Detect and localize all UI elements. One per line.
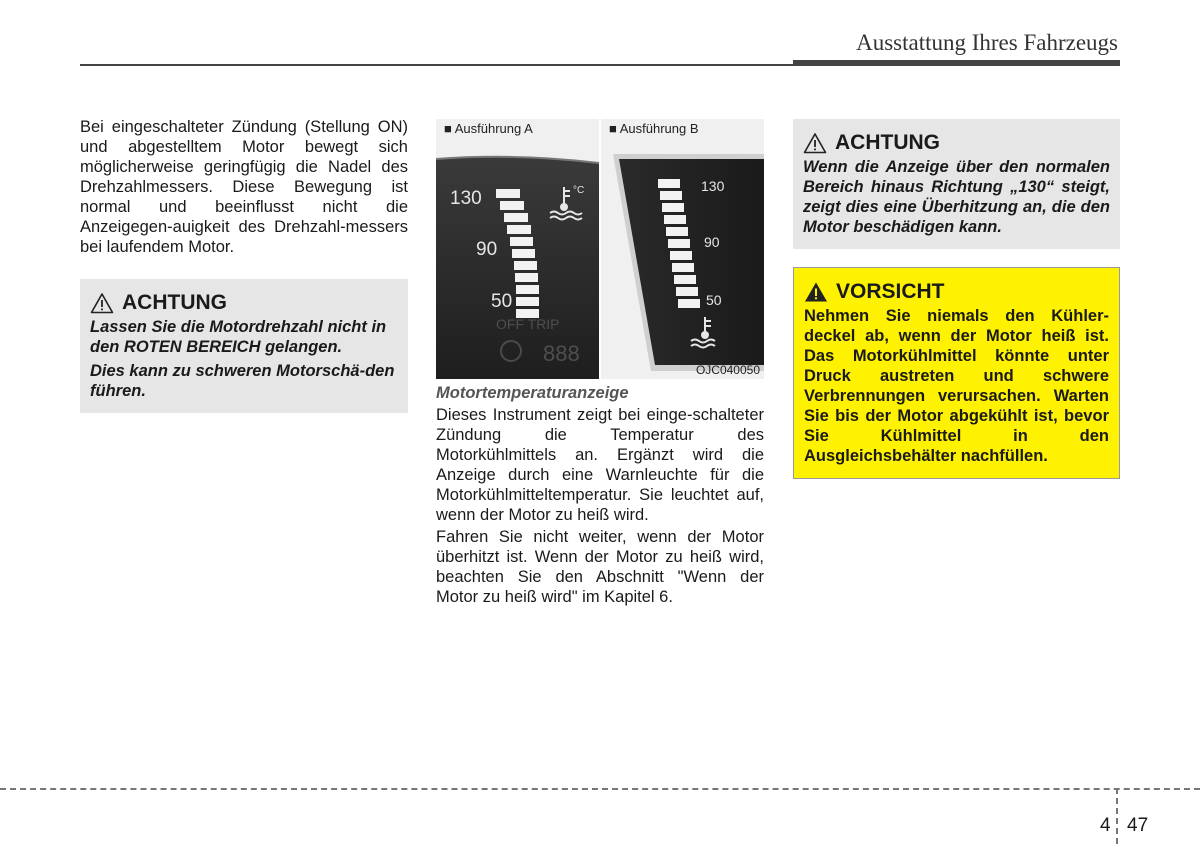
warning-text-right: Wenn die Anzeige über den normalen Bereich hinaus Richtung „130“ steigt, zeigt dies eine Überhitzung an, die den Motor beschädigen kann.: [803, 158, 1110, 236]
header-title: Ausstattung Ihres Fahrzeugs: [856, 30, 1118, 55]
gauge-a-unit: °C: [573, 185, 585, 196]
footer-divider: [0, 788, 1200, 790]
figure-code: OJC040050: [695, 363, 760, 377]
figure-caption: Motortemperaturanzeige: [436, 384, 629, 402]
gauge-a-lcd-text: OFF TRIP: [496, 316, 560, 332]
caution-title-text: VORSICHT: [836, 280, 945, 303]
header-rule-thick: [793, 60, 1120, 66]
warning-text-2: Dies kann zu schweren Motorschä-den führen.: [90, 362, 395, 400]
warning-title-text: ACHTUNG: [122, 291, 227, 314]
gauge-a-graphic: [436, 119, 599, 379]
caution-title: [804, 280, 1109, 304]
warning-text-1: Lassen Sie die Motordrehzahl nicht in den ROTEN BEREICH gelangen.: [90, 318, 387, 356]
gauge-a-label-low: 50: [491, 291, 513, 312]
variant-a-label: ■ Ausführung A: [444, 121, 533, 136]
gauge-b-graphic: [601, 119, 764, 379]
caution-text: Nehmen Sie niemals den Kühler-deckel ab, wenn der Motor heiß ist. Das Motorkühlmittel könnte unter Druck austreten und schwere Verbrennungen verursachen. Warten Sie bis der Motor abgekühlt ist, bevor Sie Kühlmittel in den Ausgleichsbehälter nachfüllen.: [804, 307, 1109, 465]
caution-triangle-icon: [804, 281, 828, 303]
temperature-gauge-figure: [436, 119, 764, 379]
gauge-panel-a: [436, 119, 599, 379]
gauge-a-lcd-digits: 888: [543, 341, 580, 366]
warning-triangle-icon: [803, 132, 827, 154]
middle-column: [436, 119, 764, 607]
gauge-panel-b: [601, 119, 764, 379]
warning-title-right: [803, 131, 1110, 155]
gauge-a-label-high: 130: [450, 188, 482, 209]
right-column: [793, 119, 1120, 479]
header-rule: [80, 64, 793, 66]
warning-title: [90, 291, 398, 315]
footer-vertical-divider: [1116, 788, 1118, 844]
caution-box: [793, 267, 1120, 479]
gauge-b-label-high: 130: [701, 178, 725, 194]
intro-paragraph: Bei eingeschalteter Zündung (Stellung ON) und abgestelltem Motor bewegt sich möglicherweise geringfügig die Nadel des Drehzahlmessers. Diese Bewegung ist normal und beeinflusst nicht die Anzeigegen-auigkeit des Drehzahl-messers bei laufendem Motor.: [80, 118, 408, 256]
variant-b-label: ■ Ausführung B: [609, 121, 699, 136]
gauge-b-label-mid: 90: [704, 234, 720, 250]
gauge-b-face: [619, 159, 764, 365]
gauge-a-label-mid: 90: [476, 239, 498, 260]
description-paragraph-2: Fahren Sie nicht weiter, wenn der Motor überhitzt ist. Wenn der Motor zu heiß wird, beachten Sie den Abschnitt "Wenn der Motor zu heiß wird" im Kapitel 6.: [436, 528, 764, 606]
gauge-b-label-low: 50: [706, 292, 722, 308]
warning-triangle-icon: [90, 292, 114, 314]
page-number: 47: [1127, 815, 1149, 836]
warning-box-overheat: [793, 119, 1120, 249]
warning-box-rpm: [80, 279, 408, 413]
left-column: [80, 117, 408, 413]
chapter-number: 4: [1100, 815, 1111, 836]
description-paragraph-1: Dieses Instrument zeigt bei einge-schalteter Zündung die Temperatur des Motorkühlmittels an. Ergänzt wird die Anzeige durch eine Warnleuchte für die Motorkühlmitteltemperatur. Sie leuchtet auf, wenn der Motor zu heiß wird.: [436, 406, 764, 524]
warning-title-right-text: ACHTUNG: [835, 131, 940, 154]
